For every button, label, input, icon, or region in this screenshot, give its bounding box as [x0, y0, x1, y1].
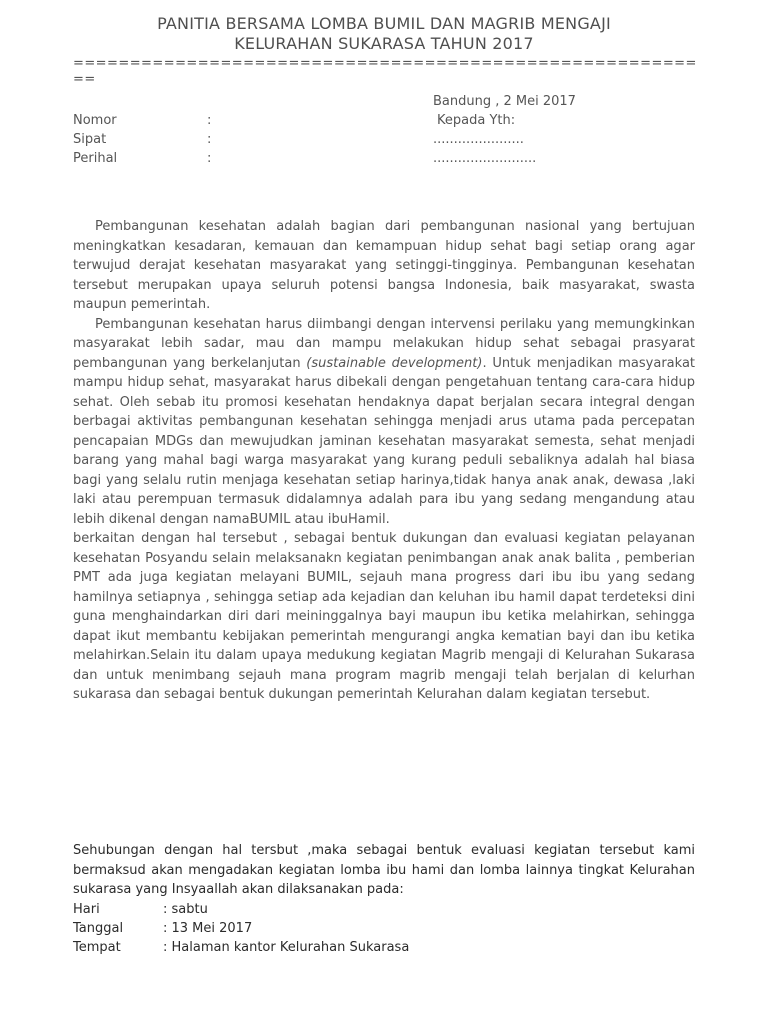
header-title-line1: PANITIA BERSAMA LOMBA BUMIL DAN MAGRIB MENGAJI: [157, 14, 611, 33]
hari-label: Hari: [73, 902, 100, 917]
perihal-colon: :: [207, 151, 212, 166]
recipient-dots-2: .........................: [433, 151, 537, 166]
closing-paragraph: Sehubungan dengan hal tersbut ,maka sebagai bentuk evaluasi kegiatan tersebut kami bermaksud akan mengadakan kegiatan lomba ibu hami dan lomba lainnya tingkat Kelurahan sukarasa yang Insyaallah akan dilaksanakan pada:: [73, 843, 695, 897]
tanggal-value: : 13 Mei 2017: [163, 921, 253, 936]
body-paragraph-2-part-a: Pembangunan kesehatan harus diimbangi dengan intervensi perilaku yang memungkinkan masyarakat lebih sadar, mau dan mampu melakukan hidup sehat sebagai prasyarat pembangunan yang berkelanjutan: [73, 316, 695, 371]
detail-row-hari: [73, 900, 208, 919]
recipient-label: Kepada Yth:: [437, 113, 516, 128]
recipient-dots-1: ......................: [433, 132, 524, 147]
detail-row-tempat: [73, 938, 409, 957]
sipat-colon: :: [207, 132, 212, 147]
sustainable-development-term: (sustainable development): [306, 355, 483, 371]
hari-value: : sabtu: [163, 902, 208, 917]
nomor-label: Nomor: [73, 113, 117, 128]
body-paragraph-3: berkaitan dengan hal tersebut , sebagai bentuk dukungan dan evaluasi kegiatan pelayanan kesehatan Posyandu selain melaksanakn kegiatan penimbangan anak anak balita , pemberian PMT ada juga kegiatan melayani BUMIL, sejauh mana progress dari ibu ibu yang sedang hamilnya setiapnya , sehingga setiap ada kejadian dan keluhan ibu hamil dapat terdeteksi dini guna menghaindarkan diri dari meininggalnya bayi maupun ibu ketika melahirkan, sehingga dapat ikut membantu kebijakan pemerintah mengurangi angka kematian bayi dan ibu ketika melahirkan.Selain itu dalam upaya medukung kegiatan Magrib mengaji di Kelurahan Sukarasa dan untuk menimbang sejauh mana program magrib mengaji telah berjalan di kelurhan sukarasa dan sebagai bentuk dukungan pemerintah Kelurahan dalam kegiatan tersebut.: [73, 531, 695, 702]
closing-block: [73, 841, 695, 900]
detail-row-tanggal: [73, 919, 252, 938]
letter-body: [73, 217, 695, 705]
header-title-line2: KELURAHAN SUKARASA TAHUN 2017: [234, 34, 534, 53]
body-paragraph-1: Pembangunan kesehatan adalah bagian dari pembangunan nasional yang bertujuan meningkatkan kesadaran, kemauan dan kemampuan hidup sehat bagi setiap orang agar terwujud derajat kesehatan masyarakat yang setinggi-tingginya. Pembangunan kesehatan tersebut merupakan upaya seluruh potensi bangsa Indonesia, baik masyarakat, swasta maupun pemerintah.: [73, 219, 695, 312]
tempat-label: Tempat: [73, 940, 121, 955]
tanggal-label: Tanggal: [73, 921, 124, 936]
header-divider: =========================================================: [73, 56, 697, 87]
body-paragraph-2: [73, 315, 695, 530]
body-paragraph-2-part-b: . Untuk menjadikan masyarakat mampu hidup sehat, masyarakat harus dibekali dengan pengetahuan tentang cara-cara hidup sehat. Oleh sebab itu promosi kesehatan hendaknya dapat berjalan secara integral dengan berbagai aktivitas pembangunan kesehatan sehingga menjadi arus utama pada percepatan pencapaian MDGs dan mewujudkan jaminan kesehatan masyarakat semesta, sehat menjadi barang yang mahal bagi warga masyarakat yang kurang peduli sebaliknya adalah hal biasa bagi yang selalu rutin menjaga kesehatan setiap harinya,tidak hanya anak anak, dewasa ,laki laki atau perempuan termasuk didalamnya adalah para ibu yang sedang mengandung atau lebih dikenal dengan namaBUMIL atau ibuHamil.: [73, 355, 696, 527]
nomor-colon: :: [207, 113, 212, 128]
perihal-label: Perihal: [73, 151, 118, 166]
tempat-value: : Halaman kantor Kelurahan Sukarasa: [163, 940, 410, 955]
place-date: Bandung , 2 Mei 2017: [433, 94, 576, 109]
sipat-label: Sipat: [73, 132, 107, 147]
